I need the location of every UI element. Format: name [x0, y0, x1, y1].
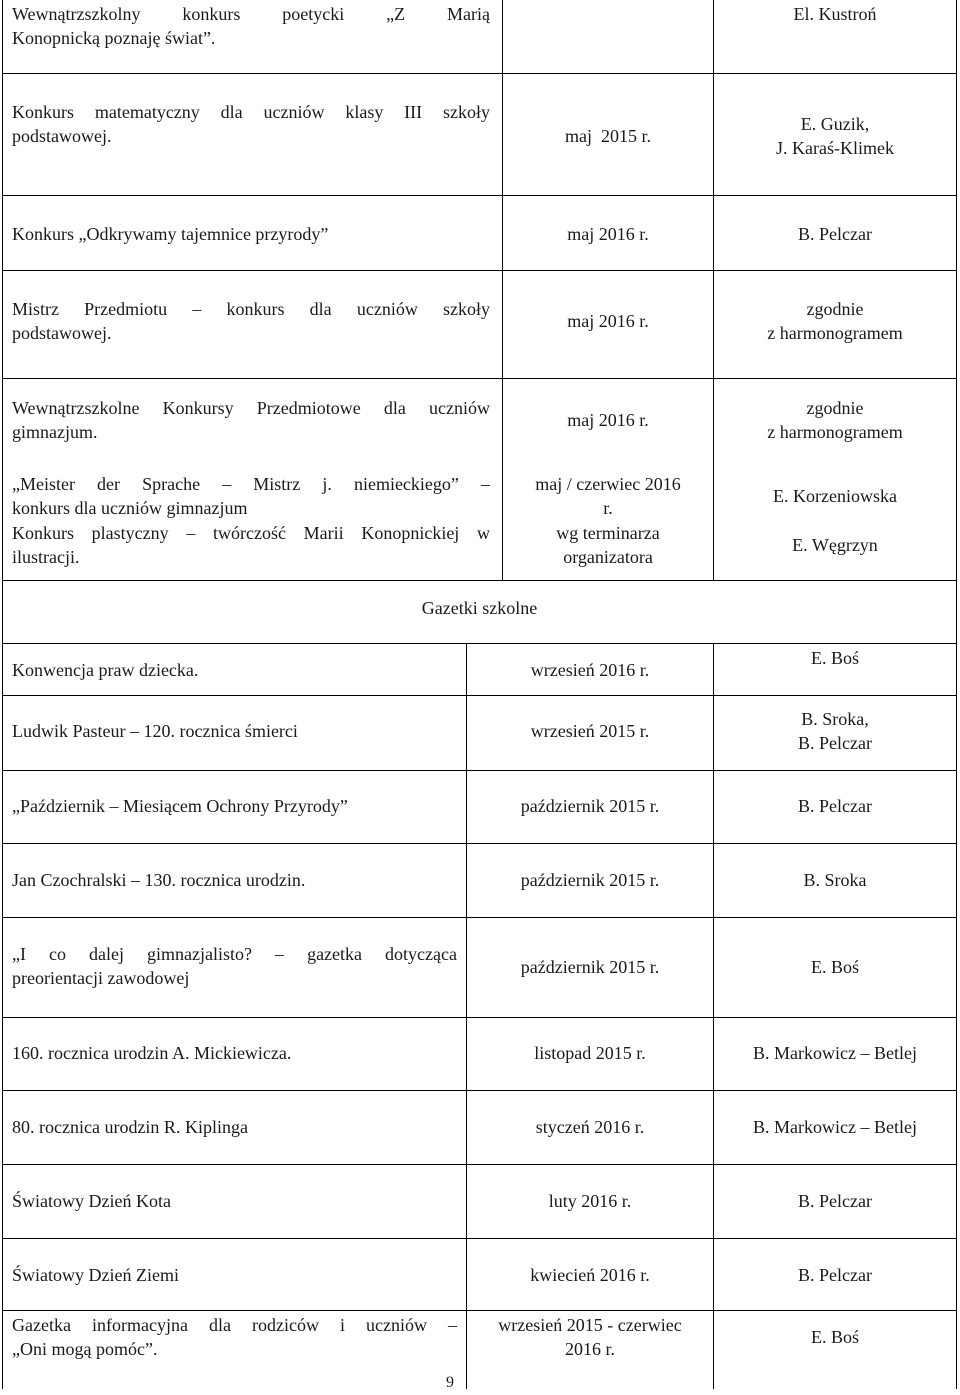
gazetka-title: Jan Czochralski – 130. rocznica urodzin.: [12, 870, 306, 890]
gazetka-date: listopad 2015 r.: [534, 1043, 646, 1063]
responsible-person: B. Markowicz – Betlej: [753, 1043, 917, 1063]
gazetka-title: preorientacji zawodowej: [12, 968, 190, 988]
event-title: gimnazjum.: [12, 422, 98, 442]
gazetka-title: 160. rocznica urodzin A. Mickiewicza.: [12, 1043, 292, 1063]
responsible-person: E. Boś: [810, 957, 859, 977]
gazetka-title: Ludwik Pasteur – 120. rocznica śmierci: [12, 721, 298, 741]
gazetka-title: „Październik – Miesiącem Ochrony Przyrody”: [12, 796, 348, 816]
event-date: maj / czerwiec 2016: [535, 474, 681, 494]
responsible-person: E. Boś: [810, 648, 859, 668]
row-separator: [2, 270, 957, 271]
gazetka-title: Konwencja praw dziecka.: [12, 660, 199, 680]
gazetka-date: luty 2016 r.: [548, 1191, 632, 1211]
event-date: r.: [603, 498, 613, 518]
responsible-person: B. Pelczar: [798, 224, 872, 244]
row-separator: [2, 1017, 957, 1018]
responsible-person: B. Pelczar: [798, 1265, 872, 1285]
gazetka-date: styczeń 2016 r.: [535, 1117, 645, 1137]
section-heading: Gazetki szkolne: [421, 598, 538, 618]
responsible-person: z harmonogramem: [767, 422, 903, 442]
event-title: „Meister der Sprache – Mistrz j. niemieckiego” –: [12, 474, 490, 494]
gazetka-date: październik 2015 r.: [520, 796, 660, 816]
gazetka-title: Gazetka informacyjna dla rodziców i uczniów –: [12, 1315, 457, 1335]
event-title: podstawowej.: [12, 323, 112, 343]
responsible-person: E. Boś: [810, 1327, 859, 1347]
gazetka-title: Światowy Dzień Kota: [12, 1191, 171, 1211]
row-separator: [2, 73, 957, 74]
event-title: Mistrz Przedmiotu – konkurs dla uczniów szkoły: [12, 299, 490, 319]
row-separator: [2, 643, 957, 644]
gazetka-date: kwiecień 2016 r.: [530, 1265, 650, 1285]
event-title: Konkurs matematyczny dla uczniów klasy III szkoły: [12, 102, 490, 122]
responsible-person: z harmonogramem: [767, 323, 903, 343]
gazetka-date: 2016 r.: [564, 1339, 615, 1359]
responsible-person: J. Karaś-Klimek: [776, 138, 894, 158]
gazetka-date: wrzesień 2016 r.: [530, 660, 650, 680]
event-title: konkurs dla uczniów gimnazjum: [12, 498, 248, 518]
responsible-person: B. Pelczar: [798, 796, 872, 816]
event-title: Wewnątrzszkolne Konkursy Przedmiotowe dla uczniów: [12, 398, 490, 418]
responsible-person: B. Markowicz – Betlej: [753, 1117, 917, 1137]
row-separator: [2, 195, 957, 196]
responsible-person: B. Pelczar: [798, 733, 872, 753]
gazetka-title: „Oni mogą pomóc”.: [12, 1339, 158, 1359]
responsible-person: E. Guzik,: [800, 114, 870, 134]
event-date: maj 2015 r.: [565, 126, 651, 146]
row-separator: [2, 1090, 957, 1091]
row-separator: [2, 378, 957, 379]
event-date: maj 2016 r.: [567, 224, 649, 244]
responsible-person: El. Kustroń: [793, 4, 877, 24]
responsible-person: zgodnie: [806, 299, 864, 319]
gazetka-title: 80. rocznica urodzin R. Kiplinga: [12, 1117, 248, 1137]
gazetka-title: „I co dalej gimnazjalisto? – gazetka dotycząca: [12, 944, 457, 964]
row-separator: [2, 695, 957, 696]
event-date: wg terminarza: [556, 523, 660, 543]
gazetka-date: wrzesień 2015 - czerwiec: [498, 1315, 682, 1335]
row-separator: [2, 1164, 957, 1165]
event-title: Wewnątrzszkolny konkurs poetycki „Z Marią: [12, 4, 490, 24]
event-title: podstawowej.: [12, 126, 112, 146]
gazetka-title: Światowy Dzień Ziemi: [12, 1265, 179, 1285]
row-separator: [2, 917, 957, 918]
gazetka-date: październik 2015 r.: [520, 870, 660, 890]
event-title: Konkurs „Odkrywamy tajemnice przyrody”: [12, 224, 329, 244]
page-number: 9: [446, 1374, 454, 1391]
event-date: maj 2016 r.: [567, 311, 649, 331]
row-separator: [2, 770, 957, 771]
responsible-person: E. Węgrzyn: [792, 535, 878, 555]
event-title: Konopnicką poznaję świat”.: [12, 28, 216, 48]
event-title: ilustracji.: [12, 547, 80, 567]
row-separator: [2, 580, 957, 581]
gazetka-date: wrzesień 2015 r.: [530, 721, 650, 741]
event-date: organizatora: [563, 547, 653, 567]
responsible-person: zgodnie: [806, 398, 864, 418]
row-separator: [2, 843, 957, 844]
responsible-person: B. Pelczar: [798, 1191, 872, 1211]
row-separator: [2, 1238, 957, 1239]
gazetka-date: październik 2015 r.: [520, 957, 660, 977]
responsible-person: E. Korzeniowska: [773, 486, 897, 506]
event-title: Konkurs plastyczny – twórczość Marii Konopnickiej w: [12, 523, 490, 543]
row-separator: [2, 1310, 957, 1311]
responsible-person: B. Sroka: [803, 870, 867, 890]
event-date: maj 2016 r.: [567, 410, 649, 430]
responsible-person: B. Sroka,: [801, 709, 869, 729]
